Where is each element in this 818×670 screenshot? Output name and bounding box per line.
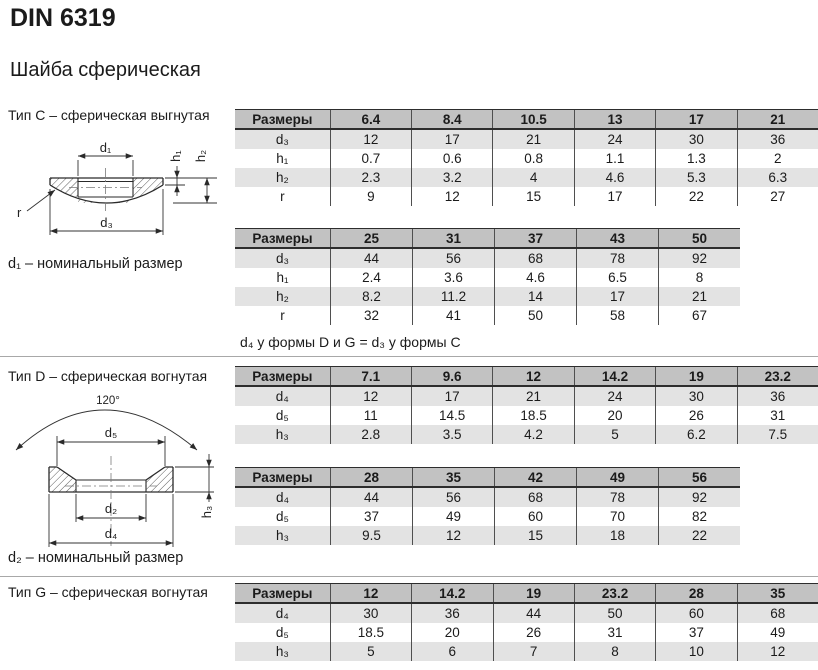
- value-cell: 0.8: [493, 149, 574, 168]
- size-header-cell: 14.2: [574, 367, 655, 387]
- dim-label-r: r: [17, 205, 22, 220]
- row-label-cell: h₃: [275, 427, 289, 442]
- size-header-cell: 35: [413, 468, 495, 488]
- value-cell: 78: [577, 248, 659, 268]
- table-c-sizes-2: [235, 228, 740, 325]
- size-header-cell: 23.2: [574, 584, 655, 604]
- value-cell: 17: [574, 187, 655, 206]
- value-cell: 24: [574, 386, 655, 406]
- row-label-cell: h₃: [275, 644, 289, 659]
- size-header-cell: 10.5: [493, 110, 574, 130]
- size-header-cell: 19: [493, 584, 574, 604]
- value-cell: 6.2: [656, 425, 737, 444]
- value-cell: 2: [737, 149, 818, 168]
- size-header-cell: 12: [330, 584, 411, 604]
- caption-d1: d₁ – номинальный размер: [8, 256, 183, 272]
- row-label-cell: h₂: [275, 170, 289, 185]
- value-cell: 82: [659, 507, 741, 526]
- value-cell: 12: [330, 386, 411, 406]
- table-row: [235, 386, 818, 406]
- value-cell: 68: [737, 603, 818, 623]
- size-header-cell: 17: [656, 110, 737, 130]
- size-header-cell: 35: [737, 584, 818, 604]
- table-row: [235, 129, 818, 149]
- table-row: [235, 642, 818, 661]
- size-header-cell: 9.6: [411, 367, 492, 387]
- value-cell: 31: [574, 623, 655, 642]
- row-label-cell: d₄: [275, 389, 289, 404]
- size-header-cell: 14.2: [412, 584, 493, 604]
- value-cell: 11: [330, 406, 411, 425]
- dim-label-h2: h₂: [193, 149, 208, 163]
- value-cell: 6.3: [737, 168, 818, 187]
- row-label-cell: d₃: [275, 251, 289, 266]
- value-cell: 37: [331, 507, 413, 526]
- value-cell: 60: [656, 603, 737, 623]
- size-header-cell: 43: [577, 229, 659, 249]
- value-cell: 4: [493, 168, 574, 187]
- value-cell: 56: [413, 248, 495, 268]
- value-cell: 7.5: [737, 425, 818, 444]
- value-cell: 12: [737, 642, 818, 661]
- value-cell: 17: [411, 386, 492, 406]
- value-cell: 37: [656, 623, 737, 642]
- value-cell: 1.1: [574, 149, 655, 168]
- size-header-cell: 23.2: [737, 367, 818, 387]
- h3-extension-lines: [175, 467, 214, 492]
- table-row: [235, 248, 740, 268]
- page-title: DIN 6319: [10, 4, 116, 32]
- value-cell: 14: [495, 287, 577, 306]
- table-d-sizes-2: [235, 467, 740, 545]
- table-row: [235, 187, 818, 206]
- dim-label-d5: d₅: [104, 425, 118, 440]
- size-header-cell: 21: [737, 110, 818, 130]
- dim-label-d3: d₃: [100, 215, 113, 230]
- value-cell: 21: [659, 287, 741, 306]
- value-cell: 0.7: [330, 149, 411, 168]
- size-header-cell: 37: [495, 229, 577, 249]
- section-g-label: Тип G – сферическая вогнутая: [8, 584, 208, 600]
- page-subtitle: Шайба сферическая: [10, 59, 201, 81]
- table-header-row: [235, 468, 740, 488]
- value-cell: 44: [331, 487, 413, 507]
- value-cell: 32: [331, 306, 413, 325]
- value-cell: 49: [413, 507, 495, 526]
- value-cell: 36: [737, 129, 818, 149]
- value-cell: 6: [412, 642, 493, 661]
- value-cell: 68: [495, 487, 577, 507]
- value-cell: 6.5: [577, 268, 659, 287]
- table-header-row: [235, 110, 818, 130]
- table-header-row: [235, 229, 740, 249]
- row-label-cell: h₃: [275, 528, 289, 543]
- row-label-cell: d₃: [275, 132, 289, 147]
- value-cell: 44: [331, 248, 413, 268]
- value-cell: 14.5: [411, 406, 492, 425]
- row-label-cell: d₅: [275, 625, 289, 640]
- value-cell: 4.6: [574, 168, 655, 187]
- row-label-cell: h₁: [276, 151, 289, 166]
- value-cell: 68: [495, 248, 577, 268]
- value-cell: 4.6: [495, 268, 577, 287]
- size-header-cell: 12: [493, 367, 574, 387]
- size-header-cell: 7.1: [330, 367, 411, 387]
- size-header-cell: 49: [577, 468, 659, 488]
- value-cell: 50: [495, 306, 577, 325]
- size-header-cell: 31: [413, 229, 495, 249]
- value-cell: 7: [493, 642, 574, 661]
- value-cell: 3.5: [411, 425, 492, 444]
- value-cell: 30: [656, 386, 737, 406]
- table-row: [235, 268, 740, 287]
- value-cell: 27: [737, 187, 818, 206]
- value-cell: 8: [574, 642, 655, 661]
- r-leader-line: [27, 190, 55, 211]
- value-cell: 56: [413, 487, 495, 507]
- value-cell: 9: [330, 187, 411, 206]
- value-cell: 24: [574, 129, 655, 149]
- value-cell: 36: [737, 386, 818, 406]
- value-cell: 3.2: [412, 168, 493, 187]
- row-label-cell: h₁: [276, 270, 289, 285]
- value-cell: 12: [412, 187, 493, 206]
- value-cell: 92: [659, 248, 741, 268]
- value-cell: 8.2: [331, 287, 413, 306]
- value-cell: 3.6: [413, 268, 495, 287]
- table-row: [235, 149, 818, 168]
- angle-label: 120°: [96, 395, 120, 407]
- value-cell: 17: [577, 287, 659, 306]
- value-cell: 58: [577, 306, 659, 325]
- dim-label-h3: h₃: [199, 505, 214, 519]
- value-cell: 78: [577, 487, 659, 507]
- value-cell: 26: [656, 406, 737, 425]
- row-label-cell: d₅: [275, 408, 289, 423]
- value-cell: 22: [659, 526, 741, 545]
- value-cell: 9.5: [331, 526, 413, 545]
- value-cell: 20: [574, 406, 655, 425]
- value-cell: 5: [330, 642, 411, 661]
- value-cell: 60: [495, 507, 577, 526]
- table-row: [235, 507, 740, 526]
- value-cell: 15: [493, 187, 574, 206]
- value-cell: 70: [577, 507, 659, 526]
- value-cell: 5: [574, 425, 655, 444]
- table-row: [235, 425, 818, 444]
- section-divider: [0, 356, 818, 357]
- center-lines: [69, 168, 142, 214]
- value-cell: 18.5: [330, 623, 411, 642]
- value-cell: 5.3: [656, 168, 737, 187]
- caption-d2: d₂ – номинальный размер: [8, 550, 184, 566]
- value-cell: 2.3: [330, 168, 411, 187]
- table-row: [235, 623, 818, 642]
- row-label-cell: d₅: [276, 509, 289, 524]
- value-cell: 26: [493, 623, 574, 642]
- value-cell: 67: [659, 306, 741, 325]
- value-cell: 21: [493, 386, 574, 406]
- sizes-label-cell: Размеры: [235, 110, 330, 130]
- value-cell: 50: [574, 603, 655, 623]
- value-cell: 36: [412, 603, 493, 623]
- size-header-cell: 19: [656, 367, 737, 387]
- dim-label-h1: h₁: [168, 150, 183, 162]
- value-cell: 11.2: [413, 287, 495, 306]
- value-cell: 10: [656, 642, 737, 661]
- section-divider: [0, 576, 818, 577]
- table-c-sizes-1: [235, 109, 818, 206]
- table-header-row: [235, 367, 818, 387]
- value-cell: 4.2: [493, 425, 574, 444]
- table-row: [235, 526, 740, 545]
- table-row: [235, 306, 740, 325]
- dim-label-d4: d₄: [104, 526, 118, 541]
- size-header-cell: 13: [574, 110, 655, 130]
- section-c-label: Тип C – сферическая выгнутая: [8, 107, 210, 123]
- value-cell: 2.4: [331, 268, 413, 287]
- table-g-sizes: [235, 583, 818, 661]
- value-cell: 2.8: [330, 425, 411, 444]
- table-d-sizes-1: [235, 366, 818, 444]
- value-cell: 8: [659, 268, 741, 287]
- row-label-cell: h₂: [276, 289, 289, 304]
- value-cell: 0.6: [412, 149, 493, 168]
- note-forms: d₄ у формы D и G = d₃ у формы C: [240, 334, 461, 350]
- value-cell: 92: [659, 487, 741, 507]
- table-row: [235, 287, 740, 306]
- size-header-cell: 6.4: [330, 110, 411, 130]
- section-d-label: Тип D – сферическая вогнутая: [8, 368, 208, 384]
- table-row: [235, 168, 818, 187]
- value-cell: 18.5: [493, 406, 574, 425]
- size-header-cell: 28: [656, 584, 737, 604]
- value-cell: 12: [413, 526, 495, 545]
- size-header-cell: 25: [331, 229, 413, 249]
- type-d-drawing: [5, 390, 225, 552]
- value-cell: 30: [330, 603, 411, 623]
- row-label-cell: d₄: [275, 490, 290, 505]
- value-cell: 41: [413, 306, 495, 325]
- table-row: [235, 603, 818, 623]
- size-header-cell: 8.4: [412, 110, 493, 130]
- type-c-drawing: [5, 140, 220, 240]
- sizes-label-cell: Размеры: [235, 584, 330, 604]
- dim-label-d2: d₂: [104, 501, 118, 516]
- size-header-cell: 50: [659, 229, 741, 249]
- value-cell: 12: [330, 129, 411, 149]
- size-header-cell: 56: [659, 468, 741, 488]
- sizes-label-cell: Размеры: [235, 367, 330, 387]
- row-label-cell: r: [280, 189, 285, 204]
- h-extension-lines: [165, 178, 217, 203]
- sizes-label-cell: Размеры: [235, 229, 331, 249]
- value-cell: 31: [737, 406, 818, 425]
- value-cell: 17: [412, 129, 493, 149]
- value-cell: 44: [493, 603, 574, 623]
- table-row: [235, 406, 818, 425]
- table-row: [235, 487, 740, 507]
- value-cell: 18: [577, 526, 659, 545]
- size-header-cell: 28: [331, 468, 413, 488]
- table-header-row: [235, 584, 818, 604]
- value-cell: 30: [656, 129, 737, 149]
- dim-label-d1: d₁: [99, 140, 112, 155]
- value-cell: 20: [412, 623, 493, 642]
- size-header-cell: 42: [495, 468, 577, 488]
- value-cell: 21: [493, 129, 574, 149]
- sizes-label-cell: Размеры: [235, 468, 331, 488]
- value-cell: 1.3: [656, 149, 737, 168]
- value-cell: 22: [656, 187, 737, 206]
- row-label-cell: d₄: [275, 606, 289, 621]
- row-label-cell: r: [280, 308, 285, 323]
- value-cell: 49: [737, 623, 818, 642]
- value-cell: 15: [495, 526, 577, 545]
